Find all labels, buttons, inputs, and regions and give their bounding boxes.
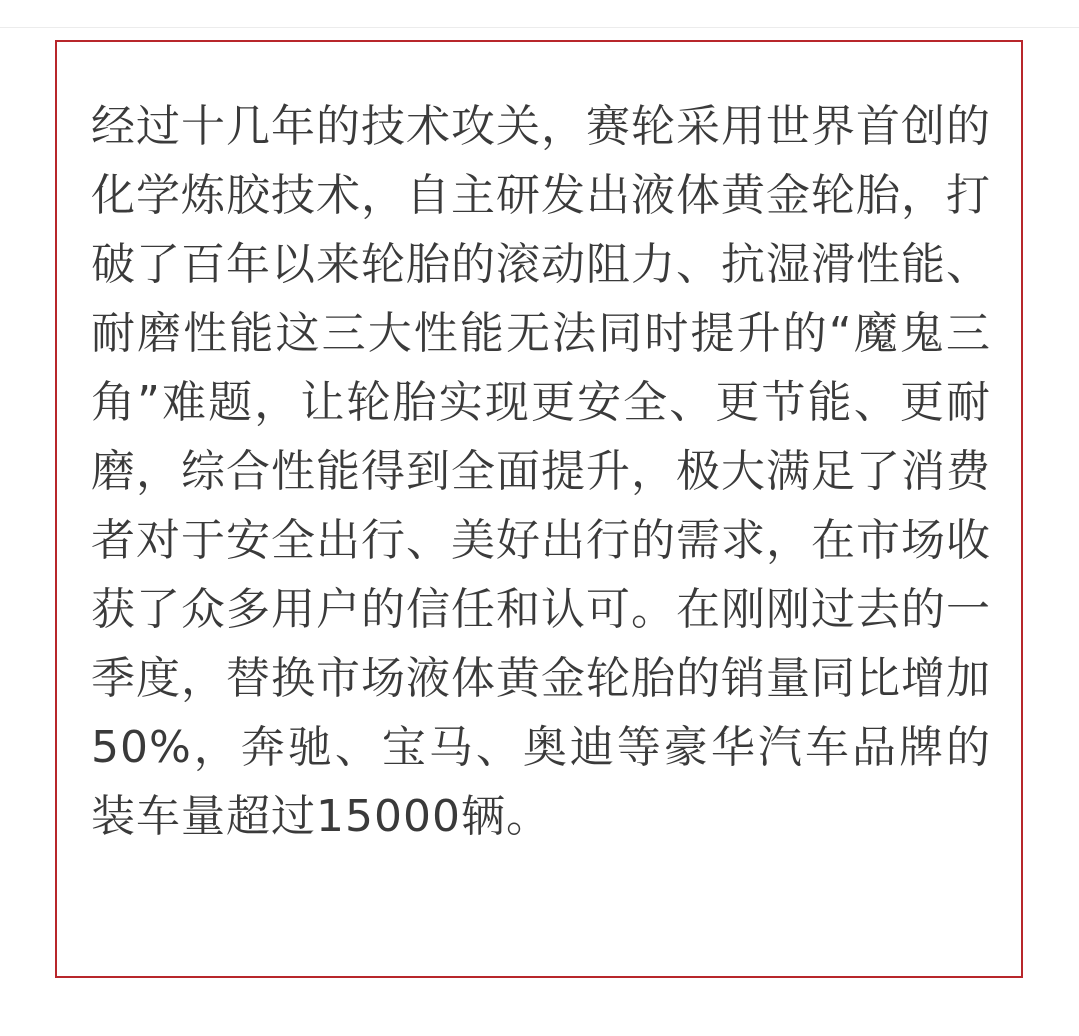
top-divider bbox=[0, 27, 1079, 28]
article-frame bbox=[55, 40, 1023, 978]
article-paragraph: 经过十几年的技术攻关，赛轮采用世界首创的化学炼胶技术，自主研发出液体黄金轮胎，打破了百年以来轮胎的滚动阻力、抗湿滑性能、耐磨性能这三大性能无法同时提升的“魔鬼三角”难题，让轮胎实现更安全、更节能、更耐磨，综合性能得到全面提升，极大满足了消费者对于安全出行、美好出行的需求，在市场收获了众多用户的信任和认可。在刚刚过去的一季度，替换市场液体黄金轮胎的销量同比增加50%，奔驰、宝马、奥迪等豪华汽车品牌的装车量超过15000辆。 bbox=[91, 101, 991, 842]
